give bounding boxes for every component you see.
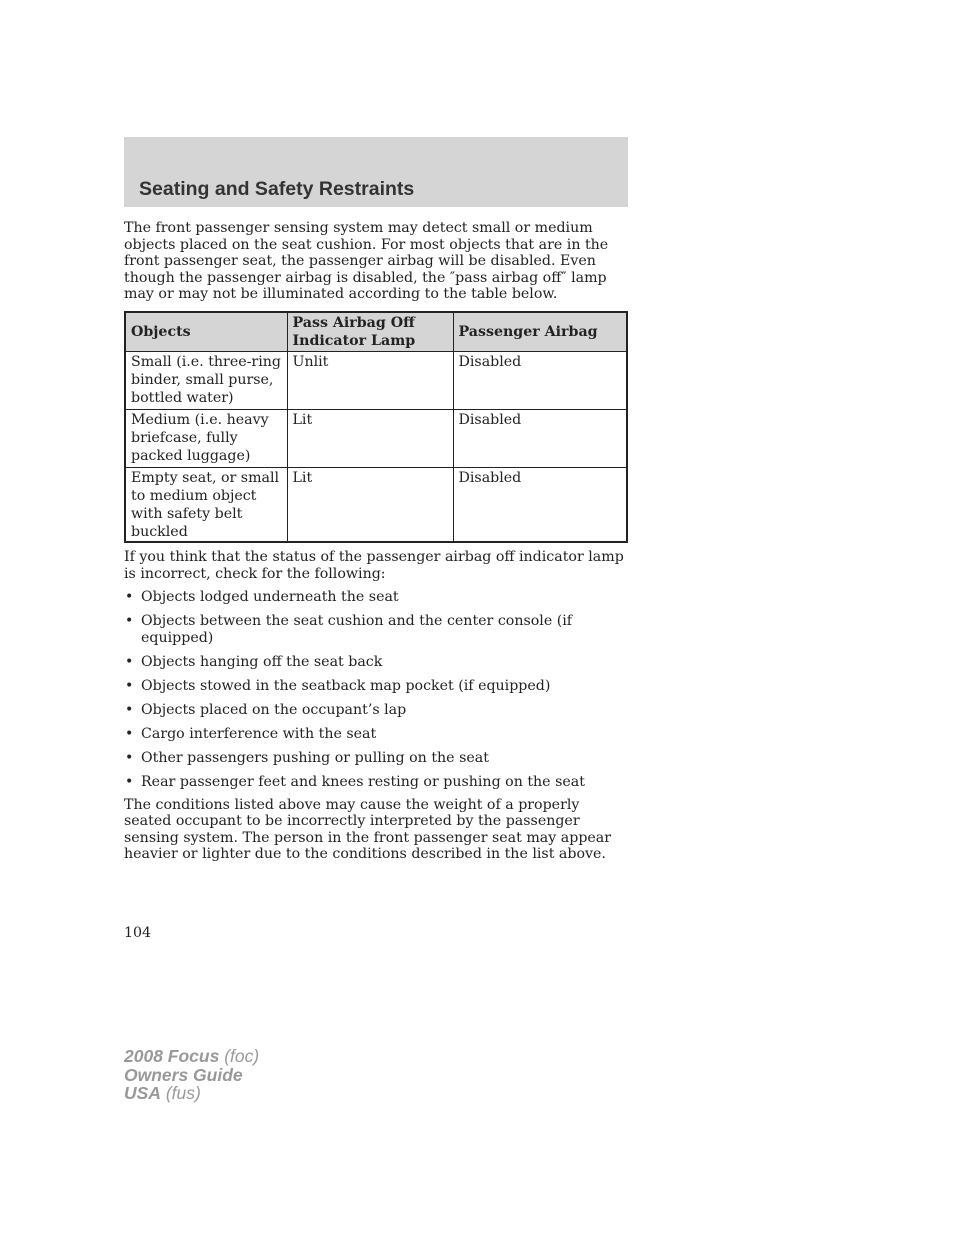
table-cell: Medium (i.e. heavy briefcase, fully packed luggage) <box>125 409 287 467</box>
table-header-indicator-lamp: Pass Airbag Off Indicator Lamp <box>287 312 453 352</box>
list-item <box>124 726 628 743</box>
table-cell: Unlit <box>287 351 453 409</box>
table-cell: Disabled <box>453 409 627 467</box>
list-item-text: Cargo interference with the seat <box>141 725 377 742</box>
list-item-text: Rear passenger feet and knees resting or pushing on the seat <box>141 773 585 790</box>
list-item <box>124 750 628 767</box>
footer-line-region <box>124 1084 259 1103</box>
footer-model-code: (foc) <box>224 1046 260 1066</box>
footer-line-guide <box>124 1066 259 1085</box>
table-header-objects: Objects <box>125 312 287 352</box>
table-header-passenger-airbag: Passenger Airbag <box>453 312 627 352</box>
footer-region-code: (fus) <box>165 1083 201 1103</box>
bullet-icon: • <box>125 653 134 670</box>
bullet-icon: • <box>125 701 134 718</box>
footer-region: USA <box>124 1083 161 1103</box>
bullet-icon: • <box>125 773 134 790</box>
table-cell: Lit <box>287 467 453 542</box>
table-cell: Small (i.e. three-ring binder, small purse, bottled water) <box>125 351 287 409</box>
list-item <box>124 702 628 719</box>
list-item <box>124 589 628 606</box>
bullet-icon: • <box>125 613 134 630</box>
list-item-text: Objects lodged underneath the seat <box>141 589 399 606</box>
section-title: Seating and Safety Restraints <box>139 178 415 200</box>
check-paragraph: If you think that the status of the passenger airbag off indicator lamp is incorrect, check for the following: <box>124 549 624 582</box>
list-item <box>124 774 628 791</box>
footer-guide: Owners Guide <box>124 1064 243 1085</box>
table-row <box>125 467 627 542</box>
footer-model: 2008 Focus <box>124 1046 220 1066</box>
checklist <box>124 589 628 790</box>
bullet-icon: • <box>125 677 134 694</box>
list-item-text: Objects stowed in the seatback map pocket (if equipped) <box>141 677 551 694</box>
objects-table <box>124 311 628 544</box>
table-header-row <box>125 312 627 352</box>
list-item-text: Objects hanging off the seat back <box>141 653 383 670</box>
intro-paragraph: The front passenger sensing system may detect small or medium objects placed on the seat cushion. For most objects that are in the front passenger seat, the passenger airbag will be disabled. Even though the passenger airbag is disabled, the ″pass airbag off″ lamp may or may not be illuminated according to the table below. <box>124 220 609 302</box>
bullet-icon: • <box>125 725 134 742</box>
table-cell: Lit <box>287 409 453 467</box>
footer-document-info <box>124 1047 259 1103</box>
table-cell: Disabled <box>453 467 627 542</box>
page-content <box>124 220 628 863</box>
page-number: 104 <box>124 925 152 941</box>
table-cell: Empty seat, or small to medium object with safety belt buckled <box>125 467 287 542</box>
list-item <box>124 654 628 671</box>
table-cell: Disabled <box>453 351 627 409</box>
section-header-bar <box>124 137 628 207</box>
list-item-text: Objects between the seat cushion and the center console (if equipped) <box>141 613 573 646</box>
bullet-icon: • <box>125 749 134 766</box>
list-item <box>124 613 628 646</box>
bullet-icon: • <box>125 589 134 606</box>
list-item <box>124 678 628 695</box>
footer-line-model <box>124 1047 259 1066</box>
table-row <box>125 409 627 467</box>
list-item-text: Objects placed on the occupant’s lap <box>141 701 407 718</box>
closing-paragraph: The conditions listed above may cause the weight of a properly seated occupant to be incorrectly interpreted by the passenger sensing system. The person in the front passenger seat may appear heavier or lighter due to the conditions described in the list above. <box>124 796 612 863</box>
table-row <box>125 351 627 409</box>
list-item-text: Other passengers pushing or pulling on the seat <box>141 749 489 766</box>
